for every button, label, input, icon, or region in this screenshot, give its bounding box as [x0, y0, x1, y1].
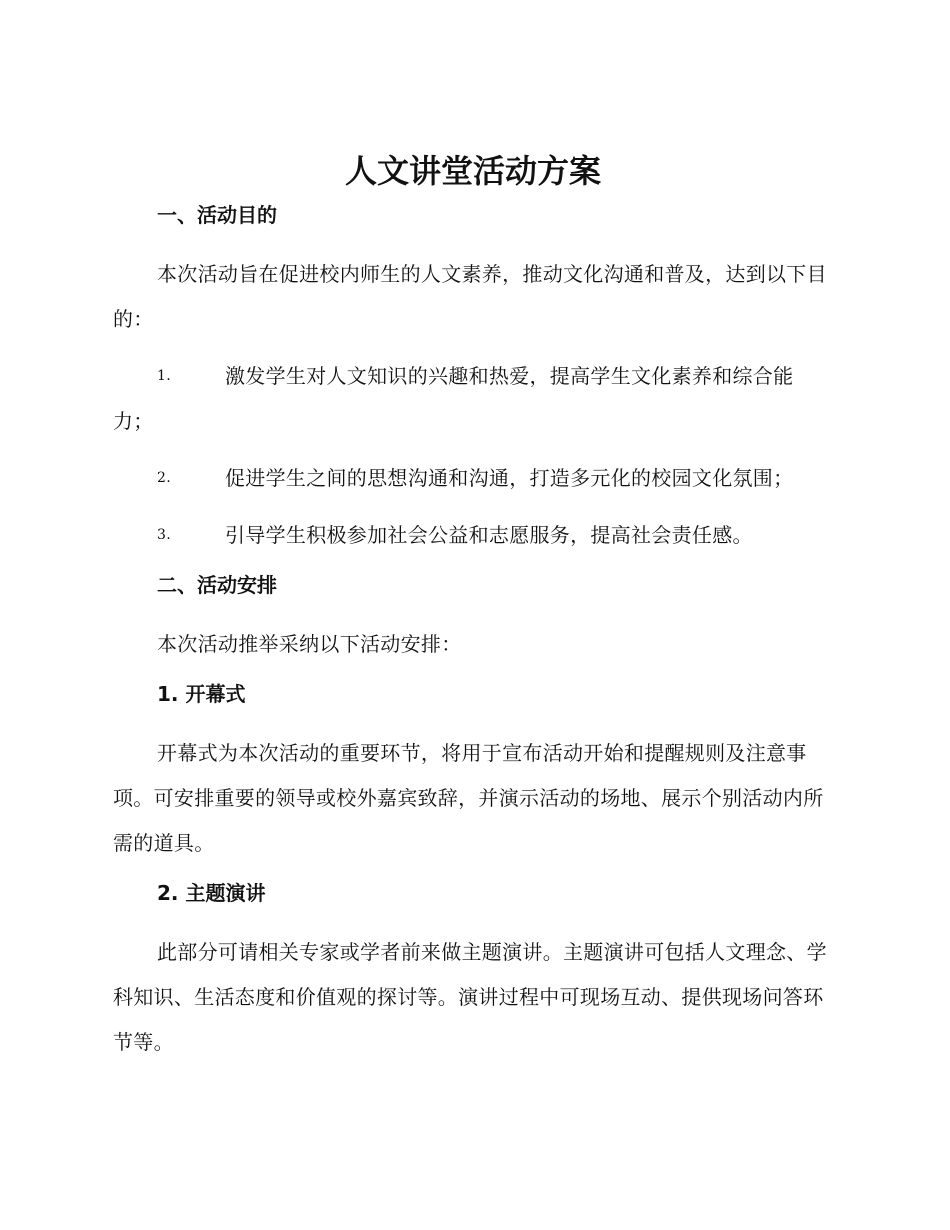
document-body [113, 146, 833, 1077]
purpose-list-item [113, 513, 833, 558]
section-arrangement-intro: 本次活动推举采纳以下活动安排： [157, 632, 462, 656]
section-purpose-intro: 本次活动旨在促进校内师生的人文素养，推动文化沟通和普及，达到以下目的： [113, 262, 827, 331]
list-item-number: 3. [157, 527, 171, 543]
list-item-number: 1. [157, 368, 171, 384]
subsection-opening-text: 开幕式为本次活动的重要环节，将用于宣布活动开始和提醒规则及注意事项。可安排重要的领导或校外嘉宾致辞，并演示活动的场地、展示个别活动内所需的道具。 [113, 741, 824, 855]
subsection-heading-keynote: 2. 主题演讲 [157, 881, 266, 905]
purpose-list-item [113, 456, 833, 501]
list-item-text: 促进学生之间的思想沟通和沟通，打造多元化的校园文化氛围； [225, 466, 794, 490]
list-item-number: 2. [157, 470, 171, 486]
document-title: 人文讲堂活动方案 [344, 152, 601, 190]
section-heading-arrangement: 二、活动安排 [157, 573, 277, 597]
subsection-heading-opening: 1. 开幕式 [157, 682, 246, 706]
subsection-keynote-text: 此部分可请相关专家或学者前来做主题演讲。主题演讲可包括人文理念、学科知识、生活态度和价值观的探讨等。演讲过程中可现场互动、提供现场问答环节等。 [113, 940, 827, 1054]
purpose-list-item [113, 354, 833, 444]
list-item-text: 引导学生积极参加社会公益和志愿服务，提高社会责任感。 [225, 523, 753, 547]
section-heading-purpose: 一、活动目的 [157, 203, 277, 227]
list-item-text: 激发学生对人文知识的兴趣和热爱，提高学生文化素养和综合能力； [113, 364, 794, 433]
